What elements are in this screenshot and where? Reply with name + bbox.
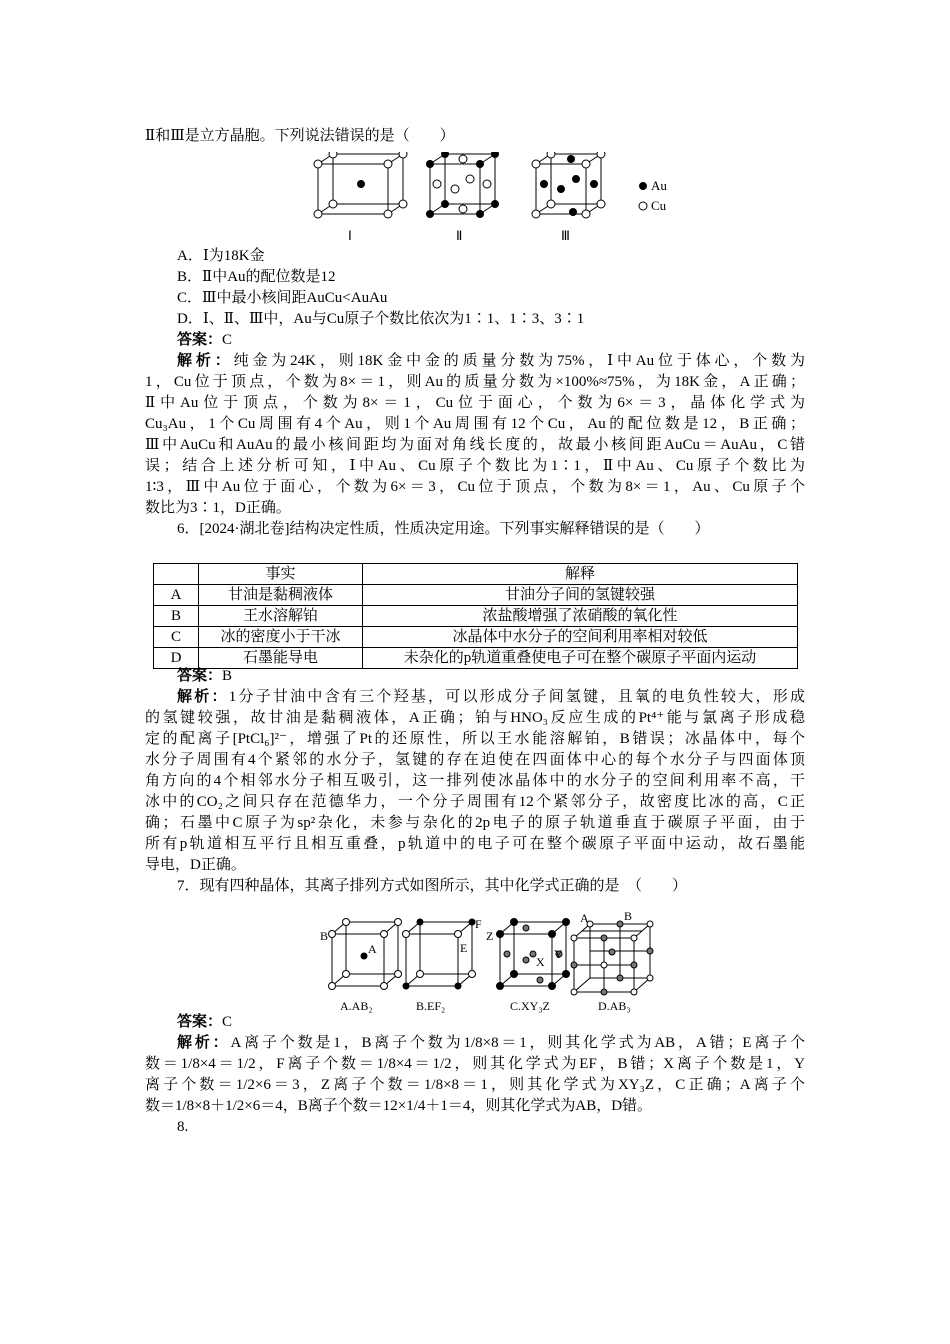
q6-analysis-line: 导电，D正确。 [145,857,246,873]
table-cell: 石墨能导电 [199,648,363,669]
table-cell: 浓盐酸增强了浓硝酸的氧化性 [363,606,798,627]
fig-caption-b: B.EF₂ [416,999,446,1013]
q5-intro: Ⅱ和Ⅲ是立方晶胞。下列说法错误的是（ ） [145,128,455,144]
table-cell: 甘油分子间的氢键较强 [363,585,798,606]
table-cell: 冰晶体中水分子的空间利用率相对较低 [363,627,798,648]
table-cell: 冰的密度小于干冰 [199,627,363,648]
point-label: A [580,912,589,925]
legend-au: Au [651,178,667,193]
fig-label-1: Ⅰ [348,228,352,243]
q5-analysis-line: 误；结合上述分析可知，Ⅰ中Au、Cu原子个数比为1∶1，Ⅱ中Au、Cu原子个数比为 [145,458,805,474]
table-cell: 未杂化的p轨道重叠使电子可在整个碳原子平面内运动 [363,648,798,669]
q7-answer: 答案：C [177,1014,233,1030]
point-label: Y [554,947,563,961]
point-label: B [624,912,633,923]
fig-caption-a: A.AB₂ [340,999,373,1013]
q6-analysis-line: 确；石墨中C原子为sp²杂化，未参与杂化的2p电子的原子轨道垂直于碳原子平面，由于 [145,815,805,831]
table-row [154,627,798,648]
q5-option-b: B．Ⅱ中Au的配位数是12 [177,269,336,285]
table-row [154,585,798,606]
q6-analysis-line: 所有p轨道相互平行且相互重叠，p轨道中的电子可在整个碳原子平面中运动，故石墨能 [145,836,805,852]
table-header: 事实 [199,564,363,585]
q6-analysis-line: 冰中的CO₂之间只存在范德华力，一个分子周围有12个紧邻分子，故密度比冰的高，C正 [145,794,805,810]
q6-table [153,563,798,669]
q5-option-a: A．Ⅰ为18K金 [177,248,265,264]
q6-analysis-line: 定的配离子[PtCl₆]²⁻，增强了Pt的还原性，所以王水能溶解铂，B错误；冰晶体中，每个 [145,731,805,747]
q7-analysis-line: 离子个数＝1/2×6＝3，Z离子个数＝1/8×8＝1，则其化学式为XY₃Z，C正确；A离子个 [145,1077,805,1093]
q5-answer: 答案：C [177,332,233,348]
table-cell: A [154,585,199,606]
point-label: Z [486,929,494,943]
q6-analysis-line: 的氢键较强，故甘油是黏稠液体，A正确；铂与HNO₃反应生成的Pt⁴⁺能与氯离子形成稳 [145,710,805,726]
point-label: X [536,955,545,969]
table-cell: C [154,627,199,648]
fig-caption-c: C.XY₃Z [510,999,550,1013]
q6-analysis-line: 角方向的4个相邻水分子相互吸引，这一排列使冰晶体中的水分子的空间利用率不高，干 [145,773,805,789]
table-header: 解释 [363,564,798,585]
table-header [154,564,199,585]
q5-analysis-line: 1∶3，Ⅲ中Au位于面心，个数为6×＝3，Cu位于顶点，个数为8×＝1，Au、Cu原子个 [145,479,805,495]
q5-crystal-figure [303,152,675,246]
q5-analysis-line: Ⅱ中Au位于顶点，个数为8×＝1，Cu位于面心，个数为6×＝3，晶体化学式为 [145,395,805,411]
table-cell: 甘油是黏稠液体 [199,585,363,606]
table-cell: 王水溶解铂 [199,606,363,627]
table-cell: D [154,648,199,669]
q6-answer: 答案：B [177,668,233,684]
q7-analysis-line: 数＝1/8×8＋1/2×6＝4，B离子个数＝12×1/4＋1＝4，则其化学式为AB，D错。 [145,1098,653,1114]
q6-analysis-line: 水分子周围有4个紧邻的水分子，氢键的存在迫使在四面体中心的每个水分子与四面体顶 [145,752,805,768]
fig-caption-d: D.AB₃ [598,999,631,1013]
q7-stem: 7．现有四种晶体，其离子排列方式如图所示，其中化学式正确的是 （ ） [177,878,688,894]
q6-analysis-line: 解析：1分子甘油中含有三个羟基，可以形成分子间氢键，且氧的电负性较大，形成 [177,689,805,705]
q7-analysis-line: 解析：A离子个数是1，B离子个数为1/8×8＝1，则其化学式为AB，A错；E离子个 [177,1035,805,1051]
table-header-row [154,564,798,585]
fig-label-3: Ⅲ [561,228,570,243]
q5-analysis-line: 数比为3∶1，D正确。 [145,500,291,516]
q7-crystal-figure [318,912,660,1014]
table-row [154,606,798,627]
q8-stem: 8. [177,1119,189,1135]
q5-option-d: D．Ⅰ、Ⅱ、Ⅲ中，Au与Cu原子个数比依次为1∶1、1∶3、3∶1 [177,311,585,327]
q5-analysis-line: Ⅲ中AuCu和AuAu的最小核间距均为面对角线长度的，故最小核间距AuCu＝AuAu，C错 [145,437,805,453]
q5-analysis-line: Cu₃Au，1个Cu周围有4个Au，则1个Au周围有12个Cu，Au的配位数是12，B正确； [145,416,805,432]
legend-cu: Cu [651,198,667,213]
point-label: F [475,917,482,931]
q5-analysis-line: 1，Cu位于顶点，个数为8×＝1，则Au的质量分数为×100%≈75%，为18K金，A正确； [145,374,805,390]
fig-label-2: Ⅱ [456,228,463,243]
table-cell: B [154,606,199,627]
q7-analysis-line: 数＝1/8×4＝1/2，F离子个数＝1/8×4＝1/2，则其化学式为EF，B错；X离子个数是1，Y [145,1056,805,1072]
q5-analysis-line: 解析：纯金为24K，则18K金中金的质量分数为75%，Ⅰ中Au位于体心，个数为 [177,353,805,369]
q5-option-c: C．Ⅲ中最小核间距AuCu<AuAu [177,290,388,306]
point-label: B [320,929,329,943]
q6-stem: 6．[2024·湖北卷]结构决定性质，性质决定用途。下列事实解释错误的是（ ） [177,521,710,537]
point-label: A [368,942,377,956]
point-label: E [460,941,468,955]
